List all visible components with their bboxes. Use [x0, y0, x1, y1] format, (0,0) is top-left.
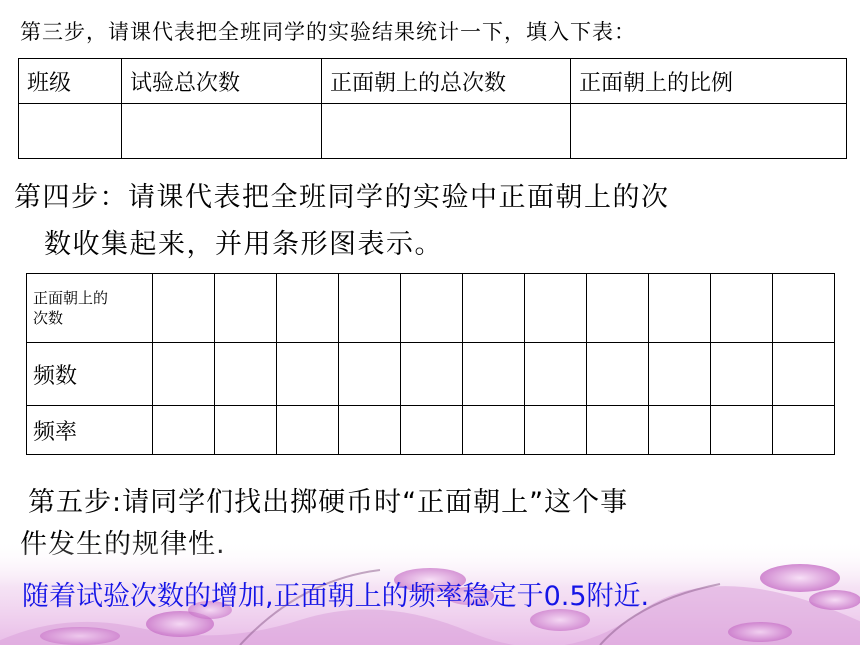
- table-cell: [773, 406, 835, 455]
- conclusion-text: 随着试验次数的增加,正面朝上的频率稳定于0.5附近.: [22, 581, 650, 612]
- table-cell: [401, 406, 463, 455]
- row-header-line1: 正面朝上的: [33, 289, 109, 307]
- row-header-frequency-rate: 频率: [27, 406, 153, 455]
- table-cell: [525, 274, 587, 343]
- table-cell: [401, 274, 463, 343]
- row-header-frequency-count: 频数: [27, 343, 153, 406]
- table-row: [27, 274, 835, 343]
- table-cell: [649, 343, 711, 406]
- header-heads-ratio: 正面朝上的比例: [571, 59, 847, 104]
- table-cell: [215, 343, 277, 406]
- row-header-heads-count: [27, 274, 153, 343]
- table-cell: [153, 274, 215, 343]
- step4-line1: 第四步：请课代表把全班同学的实验中正面朝上的次: [14, 182, 670, 213]
- table-cell: [322, 104, 571, 159]
- table-cell: [463, 343, 525, 406]
- table-cell: [587, 274, 649, 343]
- table-row: [27, 406, 835, 455]
- table-cell: [277, 274, 339, 343]
- table-cell: [401, 343, 463, 406]
- table-cell: [19, 104, 122, 159]
- header-heads-total: 正面朝上的总次数: [322, 59, 571, 104]
- table-cell: [525, 343, 587, 406]
- header-class: 班级: [19, 59, 122, 104]
- table-cell: [525, 406, 587, 455]
- table-cell: [463, 274, 525, 343]
- table-cell: [587, 343, 649, 406]
- table-cell: [773, 343, 835, 406]
- table-cell: [339, 406, 401, 455]
- step4-line2: 数收集起来，并用条形图表示。: [44, 229, 443, 260]
- table-cell: [587, 406, 649, 455]
- table-header-row: [19, 59, 847, 104]
- table-cell: [215, 406, 277, 455]
- table-row: [19, 104, 847, 159]
- table-cell: [649, 406, 711, 455]
- table-row: [27, 343, 835, 406]
- table-cell: [463, 406, 525, 455]
- table-cell: [122, 104, 322, 159]
- table-cell: [711, 343, 773, 406]
- table-cell: [339, 274, 401, 343]
- step5-line1: 第五步:请同学们找出掷硬币时“正面朝上”这个事: [28, 487, 629, 518]
- table-cell: [649, 274, 711, 343]
- table-cell: [277, 343, 339, 406]
- step3-text: 第三步，请课代表把全班同学的实验结果统计一下，填入下表：: [20, 20, 636, 44]
- table-cell: [711, 406, 773, 455]
- table-cell: [153, 343, 215, 406]
- table-cell: [153, 406, 215, 455]
- header-total-trials: 试验总次数: [122, 59, 322, 104]
- table-cell: [773, 274, 835, 343]
- row-header-line2: 次数: [33, 309, 64, 327]
- table-cell: [711, 274, 773, 343]
- frequency-table: [26, 273, 835, 455]
- table-cell: [571, 104, 847, 159]
- table-cell: [339, 343, 401, 406]
- table-cell: [277, 406, 339, 455]
- table-cell: [215, 274, 277, 343]
- class-results-table: [18, 58, 847, 159]
